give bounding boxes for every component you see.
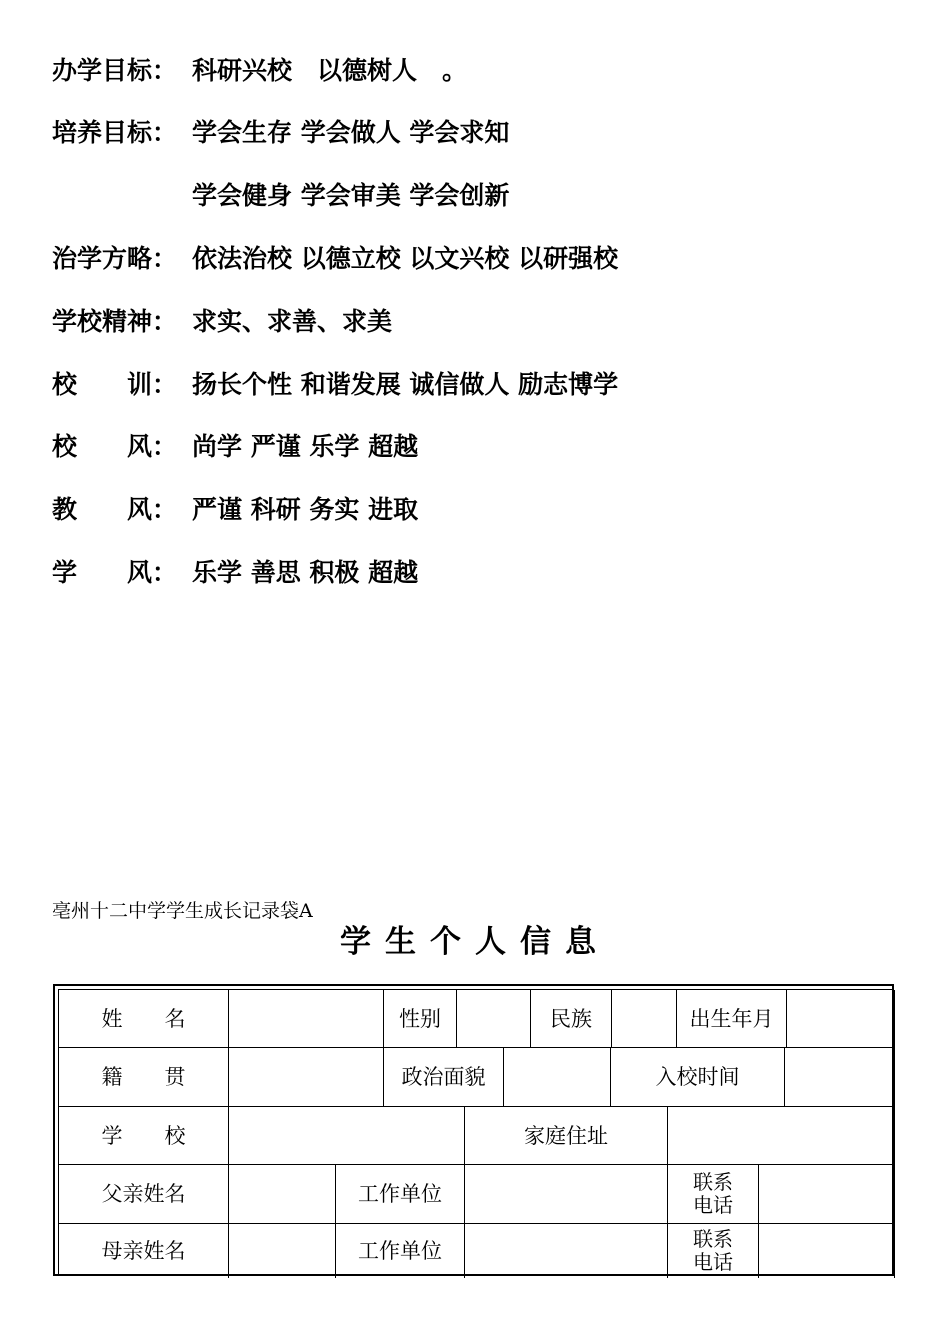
motto-value: 依法治校 以德立校 以文兴校 以研强校 [192, 244, 619, 273]
input-school[interactable] [229, 1107, 465, 1165]
input-native-place[interactable] [229, 1048, 384, 1107]
motto-value: 学会生存 学会做人 学会求知 [192, 118, 510, 147]
input-mother-work[interactable] [465, 1224, 668, 1278]
label-name: 姓 名 [59, 990, 229, 1048]
label-enroll-time: 入校时间 [611, 1048, 785, 1107]
label-mother-phone-line2: 电话 [693, 1250, 733, 1274]
label-home-address: 家庭住址 [465, 1107, 668, 1165]
input-ethnicity[interactable] [612, 990, 677, 1048]
motto-value: 学会健身 学会审美 学会创新 [192, 181, 510, 210]
motto-label: 学 风： [52, 558, 178, 587]
motto-row-jiaofeng [52, 495, 418, 525]
motto-label: 学校精神： [52, 307, 178, 336]
motto-value: 严谨 科研 务实 进取 [192, 495, 419, 524]
motto-label: 办学目标： [52, 56, 178, 85]
motto-row-xiaofeng [52, 432, 418, 462]
motto-row-training-cont [52, 181, 509, 211]
motto-row-spirit [52, 307, 392, 337]
motto-row-strategy [52, 244, 618, 274]
input-home-address[interactable] [668, 1107, 895, 1165]
label-birth: 出生年月 [677, 990, 787, 1048]
input-father-work[interactable] [465, 1165, 668, 1224]
label-school: 学 校 [59, 1107, 229, 1165]
input-political-status[interactable] [504, 1048, 611, 1107]
motto-value: 尚学 严谨 乐学 超越 [192, 432, 419, 461]
label-father-work: 工作单位 [336, 1165, 465, 1224]
label-mother-work: 工作单位 [336, 1224, 465, 1278]
input-gender[interactable] [457, 990, 531, 1048]
form-caption: 亳州十二中学学生成长记录袋A [52, 900, 313, 922]
student-info-table [53, 984, 894, 1276]
motto-value: 求实、求善、求美 [192, 307, 393, 336]
label-mother-phone [668, 1224, 759, 1278]
motto-label: 培养目标： [52, 118, 178, 147]
label-native-place: 籍 贯 [59, 1048, 229, 1107]
label-father-phone-line2: 电话 [693, 1193, 733, 1217]
input-name[interactable] [229, 990, 384, 1048]
label-ethnicity: 民族 [531, 990, 612, 1048]
label-mother-phone-line1: 联系 [693, 1227, 733, 1251]
label-mother-name: 母亲姓名 [59, 1224, 229, 1278]
label-father-phone [668, 1165, 759, 1224]
motto-label: 教 风： [52, 495, 178, 524]
label-gender: 性别 [384, 990, 457, 1048]
motto-value: 扬长个性 和谐发展 诚信做人 励志博学 [192, 370, 619, 399]
input-father-name[interactable] [229, 1165, 336, 1224]
input-enroll-time[interactable] [785, 1048, 895, 1107]
motto-label: 校 风： [52, 432, 178, 461]
form-title: 学生个人信息 [340, 924, 610, 960]
input-mother-name[interactable] [229, 1224, 336, 1278]
motto-label: 治学方略： [52, 244, 178, 273]
motto-value: 乐学 善思 积极 超越 [192, 558, 419, 587]
motto-row-xiaoxun [52, 370, 618, 400]
input-mother-phone[interactable] [759, 1224, 895, 1278]
label-father-name: 父亲姓名 [59, 1165, 229, 1224]
motto-row-training [52, 118, 509, 148]
input-birth[interactable] [787, 990, 895, 1048]
motto-value: 科研兴校 以德树人 。 [192, 56, 468, 85]
label-father-phone-line1: 联系 [693, 1170, 733, 1194]
label-political-status: 政治面貌 [384, 1048, 504, 1107]
motto-row-goal [52, 56, 467, 86]
input-father-phone[interactable] [759, 1165, 895, 1224]
motto-label: 校 训： [52, 370, 178, 399]
motto-row-xuefeng [52, 558, 418, 588]
